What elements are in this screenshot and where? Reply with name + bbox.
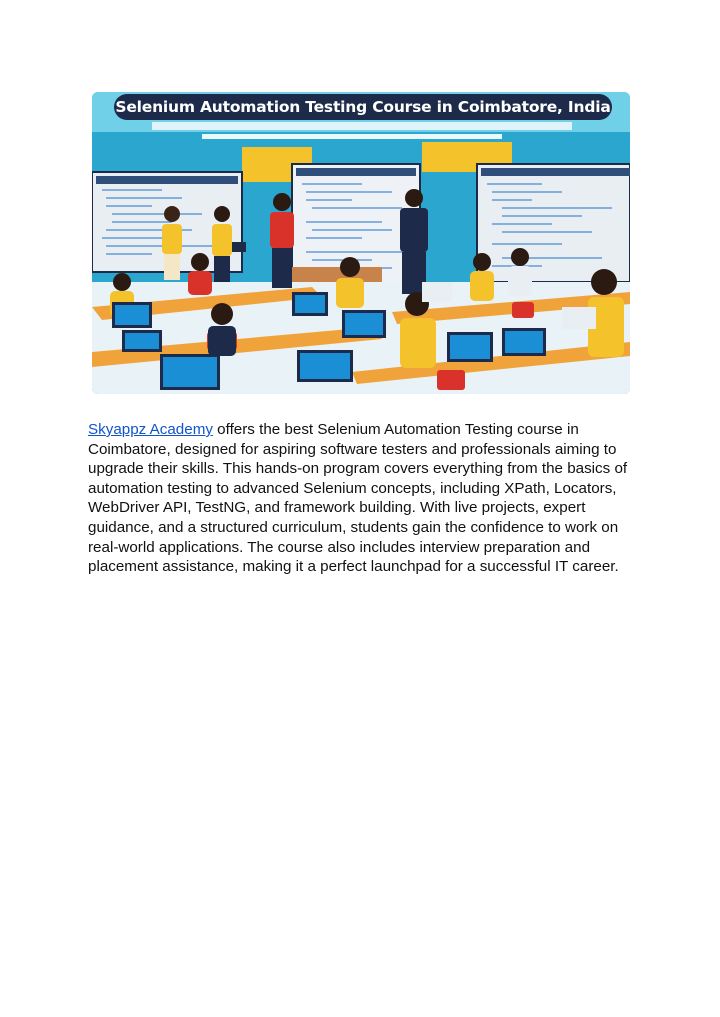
classroom-scene xyxy=(92,92,630,394)
classroom-illustration xyxy=(92,92,630,394)
intro-paragraph xyxy=(88,420,644,577)
banner-title: Selenium Automation Testing Course in Coimbatore, India xyxy=(114,94,612,120)
intro-text: offers the best Selenium Automation Testing course in Coimbatore, designed for aspiring software testers and professionals aiming to upgrade their skills. This hands-on program covers everything from the basics of automation testing to advanced Selenium concepts, including XPath, Locators, WebDriver API, TestNG, and framework building. With live projects, expert guidance, and a structured curriculum, students gain the confidence to work on real-world applications. The course also includes interview preparation and placement assistance, making it a perfect launchpad for a successful IT career. xyxy=(88,421,628,576)
academy-link[interactable]: Skyappz Academy xyxy=(88,421,213,438)
